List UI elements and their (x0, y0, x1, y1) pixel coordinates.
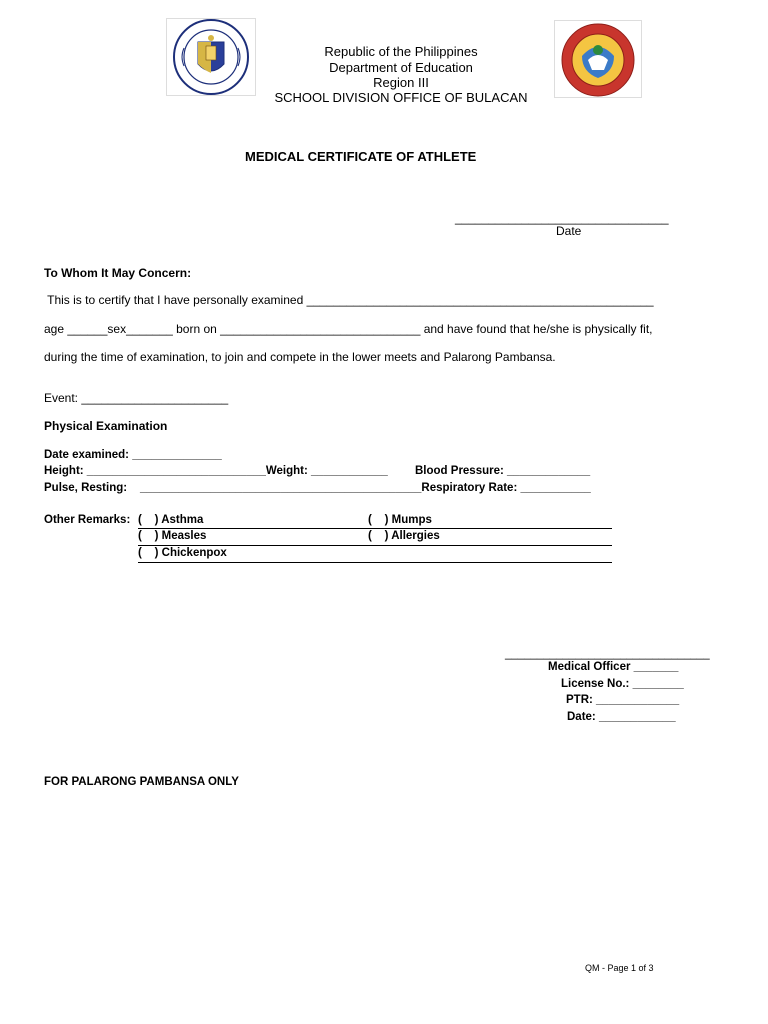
remark-asthma-checkbox[interactable]: ( ) Asthma (138, 514, 204, 526)
remarks-underline-3 (138, 562, 612, 563)
header-department: Department of Education (329, 60, 473, 75)
signature-line[interactable]: ________________________________ (505, 648, 710, 660)
header-republic: Republic of the Philippines (324, 44, 478, 59)
height-weight-field[interactable]: Height: ____________________________Weight: ____________ (44, 465, 388, 477)
medical-officer-field[interactable]: Medical Officer _______ (548, 661, 679, 673)
certify-line-1: This is to certify that I have personally examined ____________________________________________________ (44, 293, 654, 307)
blood-pressure-field[interactable]: Blood Pressure: _____________ (415, 465, 591, 477)
pulse-respiratory-field[interactable]: ____________________________________________Respiratory Rate: ___________ (140, 482, 591, 494)
other-remarks-label: Other Remarks: (44, 514, 131, 526)
deped-seal (166, 18, 256, 96)
certify-line-3: during the time of examination, to join and compete in the lower meets and Palarong Pambansa. (44, 350, 556, 364)
remark-measles-checkbox[interactable]: ( ) Measles (138, 530, 207, 542)
salutation: To Whom It May Concern: (44, 266, 192, 280)
certify-line-2: age ______sex_______ born on ______________________________ and have found that he/she is physically fit, (44, 322, 653, 336)
bulacan-seal-icon (554, 20, 642, 98)
remarks-underline-1 (138, 528, 612, 529)
palarong-pambansa-note: FOR PALARONG PAMBANSA ONLY (44, 776, 239, 788)
remarks-underline-2 (138, 545, 612, 546)
date-examined-field[interactable]: Date examined: ______________ (44, 449, 222, 461)
header-region: Region III (373, 75, 429, 90)
remark-chickenpox-checkbox[interactable]: ( ) Chickenpox (138, 547, 227, 559)
event-field[interactable]: Event: ______________________ (44, 391, 229, 405)
physical-exam-heading: Physical Examination (44, 419, 168, 433)
license-no-field[interactable]: License No.: ________ (561, 678, 684, 690)
document-title: MEDICAL CERTIFICATE OF ATHLETE (245, 149, 477, 164)
date-line[interactable]: ________________________________ (455, 211, 669, 225)
date-label: Date (556, 224, 582, 238)
remark-allergies-checkbox[interactable]: ( ) Allergies (368, 530, 440, 542)
signature-date-field[interactable]: Date: ____________ (567, 711, 676, 723)
bulacan-division-seal (554, 20, 642, 98)
header-division-office: SCHOOL DIVISION OFFICE OF BULACAN (274, 90, 528, 105)
deped-seal-icon (166, 18, 256, 96)
ptr-field[interactable]: PTR: _____________ (566, 694, 680, 706)
remark-mumps-checkbox[interactable]: ( ) Mumps (368, 514, 432, 526)
page-info: QM - Page 1 of 3 (585, 963, 654, 973)
pulse-label: Pulse, Resting: (44, 482, 128, 494)
